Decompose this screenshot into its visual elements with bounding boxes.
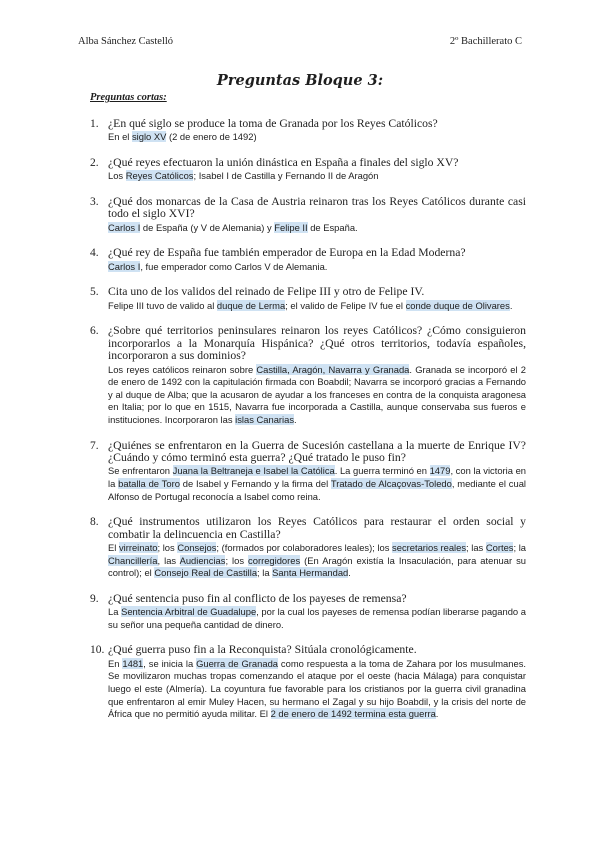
answer-segment: , mediante el cual Alfonso de Portugal reconocía a Isabel como reina. [108, 478, 526, 502]
question-item [90, 157, 526, 183]
question-item [90, 644, 526, 720]
answer-segment: El [108, 542, 119, 553]
answer-segment: . La guerra terminó en [334, 465, 430, 477]
answer-segment: ; el valido de Felipe IV fue el [285, 299, 406, 311]
question-text: ¿Qué reyes efectuaron la unión dinástica en España a finales del siglo XV? [108, 156, 459, 169]
answer-text [108, 542, 526, 580]
question-text: ¿Sobre qué territorios peninsulares reinaron los reyes Católicos? ¿Cómo consiguieron incorporarlos a la Monarquía Hispánica? ¿Qué otros territorios, todavía españoles, incorporaron a sus dominios? [108, 324, 526, 363]
answer-segment: . Granada se incorporó el 2 de enero de 1492 con la capitulación firmada con Boabdil; Navarra se incorporó gracias a Fernando y al duque de Alba; que la acusaron de ayudar a los franceses en contra de la conquista aragonesa en Italia; por lo que en 1515, Navarra fue incorporada a Castilla, aunque conservaba sus fueros e instituciones. Incorporaron las [108, 363, 526, 425]
question-number: 5. [90, 286, 99, 299]
highlighted-term: Sentencia Arbitral de Guadalupe [121, 606, 257, 618]
answer-segment: ; la [513, 542, 526, 553]
answer-segment: . [509, 299, 513, 311]
highlighted-term: islas Canarias [235, 414, 295, 425]
highlighted-term: 1481 [122, 657, 144, 669]
answer-segment: como respuesta a la toma de Zahara por los musulmanes. Se movilizaron muchas tropas comenzando el ataque por el oeste (hacia Málaga) para conquistar luego el este (Almería). La coyuntura fue favorable para los cristianos por la guerra civil granadina que enfrentaron al emir Muley Hacen, su hermano el Zagal y su hijo Boabdil, y la crisis del norte de África que no permitió ayuda militar. El [108, 657, 526, 720]
page-header [78, 36, 522, 50]
course-label: 2º Bachillerato C [449, 36, 522, 47]
answer-text [108, 658, 526, 721]
answer-segment: En [108, 657, 123, 669]
question-text: Cita uno de los validos del reinado de Felipe III y otro de Felipe IV. [108, 285, 425, 299]
section-label: Preguntas cortas: [90, 92, 167, 103]
answer-segment: , con la victoria en la [108, 465, 527, 489]
answer-segment: Los [108, 170, 126, 182]
question-number: 6. [90, 325, 99, 338]
author-name: Alba Sánchez Castelló [78, 36, 174, 47]
answer-text [108, 222, 526, 235]
highlighted-term: siglo XV [131, 131, 167, 143]
answer-text [108, 131, 526, 144]
question-item [90, 440, 526, 504]
answer-text [108, 606, 526, 631]
question-text: ¿Qué dos monarcas de la Casa de Austria reinaron tras los Reyes Católicos durante casi todo el siglo XVI? [108, 195, 526, 221]
highlighted-term: Consejos [177, 542, 217, 553]
question-item [90, 247, 526, 273]
answer-segment: (En Aragón existía la Insaculación, para atenuar su control); el [108, 554, 526, 579]
answer-segment: ; los [157, 542, 178, 553]
question-item [90, 325, 526, 426]
highlighted-term: Juana la Beltraneja e Isabel la Católica [172, 465, 335, 477]
answer-segment: de España (y V de Alemania) y [140, 221, 275, 233]
question-text: ¿Qué instrumentos utilizaron los Reyes Católicos para restaurar el orden social y combatir la delincuencia en Castilla? [108, 515, 526, 541]
answer-segment: de España. [307, 221, 358, 233]
answer-text [108, 170, 526, 183]
answer-text [108, 364, 526, 427]
highlighted-term: Castilla, Aragón, Navarra y Granada [256, 363, 410, 375]
question-number: 4. [90, 247, 99, 260]
answer-text [108, 261, 526, 274]
highlighted-term: conde duque de Olivares [405, 299, 510, 311]
answer-segment: ; Isabel I de Castilla y Fernando II de Aragón [193, 170, 379, 182]
answer-segment: de Isabel y Fernando y la firma del [179, 478, 331, 489]
highlighted-term: 2 de enero de 1492 termina esta guerra [270, 708, 436, 720]
highlighted-term: 1479 [429, 465, 451, 477]
highlighted-term: Cortes [485, 542, 514, 553]
question-list [90, 118, 526, 734]
question-item [90, 593, 526, 632]
answer-segment: , fue emperador como Carlos V de Alemania. [140, 260, 328, 272]
question-item [90, 286, 526, 312]
highlighted-term: Santa Hermandad [272, 567, 349, 579]
question-text: ¿Qué guerra puso fin a la Reconquista? Sitúala cronológicamente. [108, 643, 417, 657]
answer-segment: Se enfrentaron [108, 465, 173, 477]
highlighted-term: virreinato [118, 542, 158, 553]
highlighted-term: batalla de Toro [118, 478, 180, 489]
answer-segment: La [108, 606, 122, 618]
question-number: 2. [90, 157, 99, 169]
question-item [90, 118, 526, 144]
answer-segment: ; (formados por colaboradores leales); los [216, 542, 393, 553]
question-number: 9. [90, 592, 99, 605]
answer-segment: ; las [466, 542, 486, 553]
question-text: ¿En qué siglo se produce la toma de Granada por los Reyes Católicos? [108, 117, 438, 130]
highlighted-term: Reyes Católicos [125, 170, 194, 182]
answer-segment: Felipe III tuvo de valido al [108, 299, 217, 311]
question-item [90, 516, 526, 580]
answer-segment: (2 de enero de 1492) [166, 131, 257, 143]
question-item [90, 196, 526, 234]
highlighted-term: secretarios reales [392, 542, 467, 553]
answer-segment: . [294, 414, 297, 425]
answer-text [108, 300, 526, 313]
highlighted-term: Tratado de Alcaçovas-Toledo [330, 478, 452, 489]
highlighted-term: Chancillería [108, 554, 158, 566]
question-text: ¿Qué rey de España fue también emperador de Europa en la Edad Moderna? [108, 246, 466, 260]
question-number: 10. [90, 644, 105, 657]
question-number: 1. [90, 118, 99, 130]
answer-segment: Los reyes católicos reinaron sobre [108, 363, 257, 375]
highlighted-term: Carlos I [108, 221, 141, 233]
page-title: Preguntas Bloque 3: [216, 72, 384, 89]
answer-segment: , las [157, 554, 180, 566]
answer-segment: ; la [257, 567, 273, 579]
question-number: 3. [90, 196, 99, 208]
highlighted-term: Carlos I [108, 260, 141, 272]
highlighted-term: Consejo Real de Castilla [154, 567, 258, 579]
highlighted-term: corregidores [248, 554, 301, 566]
question-number: 8. [90, 516, 99, 529]
answer-text [108, 465, 526, 503]
answer-segment: . [435, 708, 439, 720]
highlighted-term: Felipe II [274, 221, 308, 233]
question-text: ¿Quiénes se enfrentaron en la Guerra de Sucesión castellana a la muerte de Enrique IV? ¿Cuándo y cómo terminó esta guerra? ¿Qué tratado le puso fin? [108, 438, 526, 464]
answer-segment: ; los [225, 554, 249, 566]
answer-segment: . [348, 567, 351, 579]
answer-segment: En el [108, 131, 132, 143]
highlighted-term: Audiencias [179, 554, 226, 566]
highlighted-term: Guerra de Granada [196, 657, 278, 669]
answer-segment: , se inicia la [143, 657, 197, 669]
question-text: ¿Qué sentencia puso fin al conflicto de los payeses de remensa? [108, 591, 407, 605]
question-number: 7. [90, 439, 99, 452]
answer-segment: , por la cual los payeses de remensa podían liberarse pagando a su señor una pequeña cantidad de dinero. [108, 606, 526, 630]
highlighted-term: duque de Lerma [216, 299, 286, 311]
